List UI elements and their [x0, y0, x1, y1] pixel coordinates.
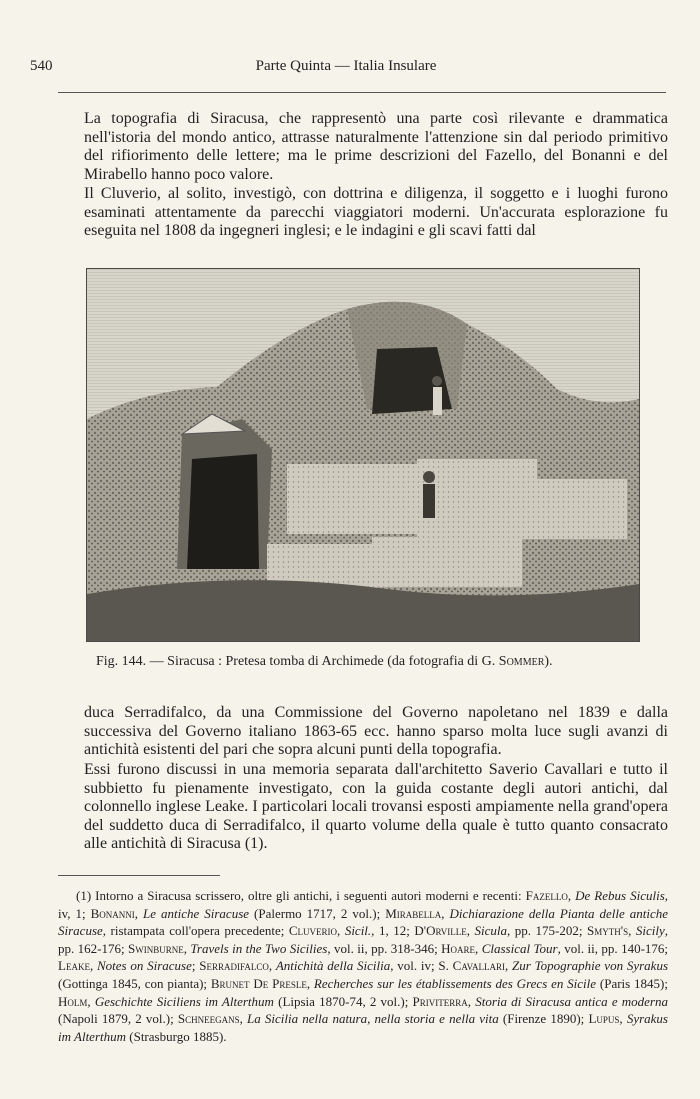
- footnote-rule: [58, 875, 220, 876]
- stone-block-4: [372, 537, 522, 587]
- figure-engraving: [86, 268, 640, 642]
- tomb-illustration: [87, 269, 639, 641]
- running-head: Parte Quinta — Italia Insulare: [255, 58, 437, 74]
- figure-in-cave: [432, 376, 442, 415]
- stone-block-1: [287, 464, 417, 534]
- header-rule: [58, 92, 666, 93]
- figure-caption: Fig. 144. — Siracusa : Pretesa tomba di Archimede (da fotografia di G. Sommer).: [96, 654, 553, 669]
- paragraph-1: La topografia di Siracusa, che rappresentò una parte così rilevante e drammatica nell'istoria del mondo antico, attrasse naturalmente l'attenzione sin dal periodo primitivo del rifiorimento delle lettere; ma le prime descrizioni del Fazello, del Bonanni e del Mirabello hanno poco valore.: [84, 110, 668, 183]
- standing-figure: [423, 471, 435, 518]
- page-header: [30, 58, 662, 84]
- footnote-1: (1) Intorno a Siracusa scrissero, oltre gli antichi, i seguenti autori moderni e recenti: Fazello, De Rebus Siculis, iv, 1; Bonanni, Le antiche Siracuse (Palermo 1717, 2 vol.); Mirabella, Dichiarazione della Pianta delle antiche Siracuse, ristampata coll'opera precedente; Cluverio, Sicil., 1, 12; D'Orville, Sicula, pp. 175-202; Smyth's, Sicily, pp. 162-176; Swinburne, Travels in the Two Sicilies, vol. ii, pp. 318-346; Hoare, Classical Tour, vol. ii, pp. 140-176; Leake, Notes on Siracuse; Serradifalco, Antichità della Sicilia, vol. iv; S. Cavallari, Zur Topographie von Syrakus (Gottinga 1845, con pianta); Brunet De Presle, Recherches sur les établissements des Grecs en Sicile (Paris 1845); Holm, Geschichte Siciliens im Alterthum (Lipsia 1870-74, 2 vol.); Priviterra, Storia di Siracusa antica e moderna (Napoli 1879, 2 vol.); Schneegans, La Sicilia nella natura, nella storia e nella vita (Firenze 1890); Lupus, Syrakus im Alterthum (Strasburgo 1885).: [58, 888, 669, 1044]
- page-number: 540: [30, 58, 53, 74]
- paragraph-3: duca Serradifalco, da una Commissione del Governo napoletano nel 1839 e dalla successiva del Governo italiano 1863-65 ecc. hanno sparso molta luce sugli avanzi di antichità esistenti del pari che sopra alcuni punti della topografia.: [84, 704, 668, 759]
- paragraph-2: Il Cluverio, al solito, investigò, con dottrina e diligenza, il soggetto e i luoghi furono esaminati attentamente da parecchi viaggiatori moderni. Un'accurata esplorazione fu eseguita nel 1808 da ingegneri inglesi; e le indagini e gli scavi fatti dal: [84, 185, 668, 240]
- stone-block-3: [507, 479, 627, 539]
- tomb-entrance: [187, 454, 259, 569]
- paragraph-4: Essi furono discussi in una memoria separata dall'architetto Saverio Cavallari e tutto il subbietto fu pienamente investigato, con la guida costante degli autori antichi, dal colonnello inglese Leake. I particolari locali trovansi esposti ampiamente nella grand'opera del suddetto duca di Serradifalco, il quarto volume della quale è tutto quanto consacrato alle antichità di Siracusa (1).: [84, 761, 668, 853]
